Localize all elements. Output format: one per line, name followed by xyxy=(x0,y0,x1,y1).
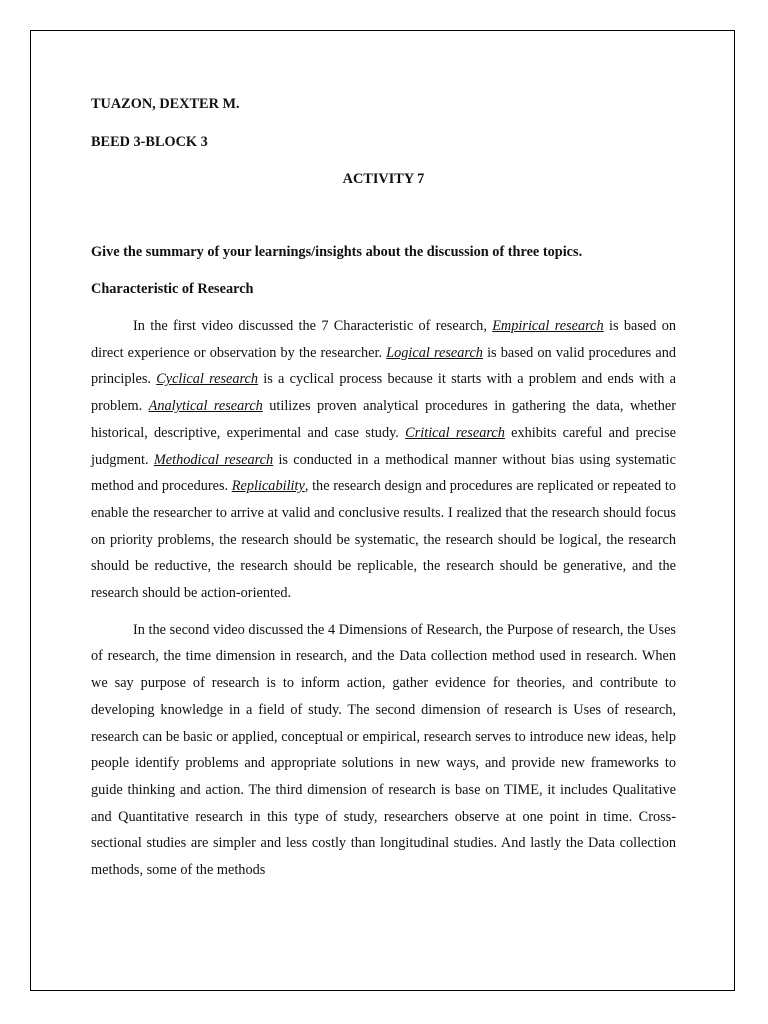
term-methodical-research: Methodical research xyxy=(153,451,274,468)
paragraph-dimensions: In the second video discussed the 4 Dimensions of Research, the Purpose of research, the Uses of research, the time dimension in research, and the Data collection method used in research. When we say purpose of research is to inform action, gather evidence for theories, and contribute to developing knowledge in a field of study. The second dimension of research is Uses of research, research can be basic or applied, conceptual or empirical, research serves to introduce new ideas, help people identify problems and appropriate solutions in new ways, and provide new frameworks to guide thinking and action. The third dimension of research is base on TIME, it includes Qualitative and Quantitative research in this type of study, researchers observe at one point in time. Cross-sectional studies are simpler and less costly than longitudinal studies. And lastly the Data collection methods, some of the methods xyxy=(91,621,676,879)
paragraph-characteristics xyxy=(91,313,676,607)
term-logical-research: Logical research xyxy=(386,344,483,361)
term-replicability: Replicability xyxy=(231,478,305,495)
text-run: is based on direct experience or observation by the researcher. xyxy=(91,318,676,361)
text-run: exhibits careful and precise judgment. xyxy=(91,424,677,468)
text-run: is conducted in a methodical manner without bias using systematic method and procedures. xyxy=(91,451,676,495)
term-analytical-research: Analytical research xyxy=(148,398,263,415)
text-run: , the research design and procedures are replicated or repeated to enable the researcher to arrive at valid and conclusive results. I realized that the research should focus on priority problems, the research should be systematic, the research should be logical, the research should be reductive, the research should be replicable, the research should be generative, and the research should be action-oriented. xyxy=(91,478,676,602)
document-page xyxy=(30,30,735,991)
activity-prompt: Give the summary of your learnings/insights about the discussion of three topics. xyxy=(91,244,583,260)
text-run: utilizes proven analytical procedures in gathering the data, whether historical, descriptive, experimental and case study. xyxy=(91,398,676,441)
text-run: In the first video discussed the 7 Characteristic of research, xyxy=(133,318,493,334)
course-block: BEED 3-BLOCK 3 xyxy=(91,134,208,150)
text-run: is a cyclical process because it starts with a problem and ends with a problem. xyxy=(91,371,676,415)
activity-title: ACTIVITY 7 xyxy=(342,171,425,187)
document-body xyxy=(91,95,676,884)
term-empirical-research: Empirical research xyxy=(492,318,604,334)
term-critical-research: Critical research xyxy=(405,424,505,441)
text-run: is based on valid procedures and principles. xyxy=(91,344,676,388)
section-heading: Characteristic of Research xyxy=(91,281,254,297)
term-cyclical-research: Cyclical research xyxy=(156,371,259,388)
student-name: TUAZON, DEXTER M. xyxy=(91,96,240,112)
